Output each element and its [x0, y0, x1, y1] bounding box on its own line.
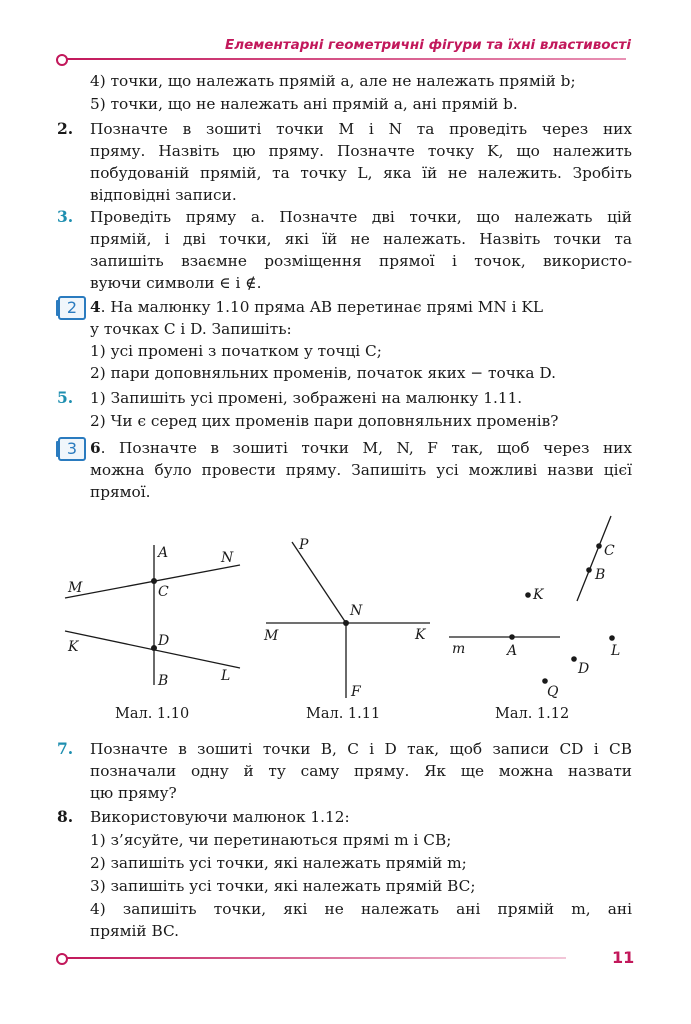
- point-label: A: [158, 545, 169, 561]
- text-line: [90, 296, 632, 318]
- text-line: 4) запишіть точки, які не належать ані прямій m, ані: [90, 900, 632, 918]
- task-number: 2.: [57, 119, 74, 138]
- point-label: P: [299, 537, 309, 553]
- text-line: [90, 437, 632, 459]
- point-label: C: [604, 543, 615, 559]
- text-line: запишіть взаємне розміщення прямої і точок, використо-: [90, 252, 632, 270]
- point-label: M: [68, 580, 83, 596]
- point-label: L: [611, 643, 621, 659]
- text-line: Позначте в зошиті точки M і N та проведіть через них: [90, 120, 632, 138]
- text-line: 1) усі промені з початком у точці C;: [90, 342, 382, 360]
- task-number: 6: [90, 439, 101, 457]
- point-label: K: [533, 587, 544, 603]
- task-number: 7.: [57, 739, 74, 758]
- text-line: можна було провести пряму. Запишіть усі можливі назви цієї: [90, 461, 632, 479]
- header-title: Елементарні геометричні фігури та їхні властивості: [224, 37, 631, 53]
- text-line: вуючи символи ∈ і ∉.: [90, 274, 262, 292]
- task-number: 4: [90, 298, 101, 316]
- task-text: . Позначте в зошиті точки M, N, F так, щоб через них: [100, 439, 632, 457]
- text-line: Проведіть пряму a. Позначте дві точки, що належать цій: [90, 208, 632, 226]
- figure-caption: Мал. 1.12: [495, 706, 570, 722]
- task-text: . На малюнку 1.10 пряма AB перетинає прямі MN і KL: [100, 298, 544, 316]
- line-label: m: [452, 641, 466, 657]
- point-label: D: [578, 661, 590, 677]
- point-label: B: [595, 567, 606, 583]
- text-line: 5) точки, що не належать ані прямій a, ані прямій b.: [90, 95, 518, 113]
- text-line: прямої.: [90, 483, 151, 501]
- text-line: 2) пари доповняльних променів, початок яких − точка D.: [90, 364, 556, 382]
- text-line: позначали одну й ту саму пряму. Як ще можна назвати: [90, 762, 632, 780]
- point-label: A: [507, 643, 518, 659]
- point-label: K: [415, 627, 426, 643]
- task-number: 5.: [57, 388, 74, 407]
- task-number: 8.: [57, 807, 74, 826]
- point-label: F: [351, 684, 361, 700]
- figure-1-10: [60, 535, 250, 695]
- page-number: 11: [612, 948, 635, 967]
- figure-1-11: [262, 530, 434, 700]
- level-badge: 3: [58, 437, 86, 461]
- text-line: 2) запишіть усі точки, які належать прямій m;: [90, 854, 467, 872]
- point-label: B: [158, 673, 169, 689]
- task-number: 3.: [57, 207, 74, 226]
- text-line: у точках C і D. Запишіть:: [90, 320, 292, 338]
- footer-line: [66, 957, 566, 959]
- figure-1-12: [446, 510, 636, 702]
- text-line: прямій, і дві точки, які їй не належать. Назвіть точки та: [90, 230, 632, 248]
- point-label: M: [264, 628, 279, 644]
- text-line: пряму. Назвіть цю пряму. Позначте точку K, що належить: [90, 142, 632, 160]
- text-line: 3) запишіть усі точки, які належать прямій BC;: [90, 877, 476, 895]
- text-line: Використовуючи малюнок 1.12:: [90, 808, 350, 826]
- point-label: Q: [547, 684, 559, 700]
- text-line: 2) Чи є серед цих променів пари доповняльних променів?: [90, 412, 559, 430]
- text-line: відповідні записи.: [90, 186, 237, 204]
- text-line: Позначте в зошиті точки B, C і D так, щоб записи CD і CB: [90, 740, 632, 758]
- point-label: K: [68, 639, 79, 655]
- figure-caption: Мал. 1.10: [115, 706, 190, 722]
- text-line: побудованій прямій, та точку L, яка їй не належить. Зробіть: [90, 164, 632, 182]
- text-line: 1) Запишіть усі промені, зображені на малюнку 1.11.: [90, 389, 523, 407]
- text-line: 1) з’ясуйте, чи перетинаються прямі m і CB;: [90, 831, 452, 849]
- figure-caption: Мал. 1.11: [306, 706, 381, 722]
- point-label: N: [350, 603, 363, 619]
- footer-dot: [56, 953, 68, 965]
- header-dot: [56, 54, 68, 66]
- text-line: прямій BC.: [90, 922, 180, 940]
- text-line: 4) точки, що належать прямій a, але не належать прямій b;: [90, 72, 576, 90]
- point-label: N: [221, 550, 234, 566]
- level-badge: 2: [58, 296, 86, 320]
- header-line: [66, 58, 626, 60]
- point-label: C: [158, 584, 169, 600]
- point-label: D: [158, 633, 170, 649]
- text-line: цю пряму?: [90, 784, 177, 802]
- point-label: L: [221, 668, 231, 684]
